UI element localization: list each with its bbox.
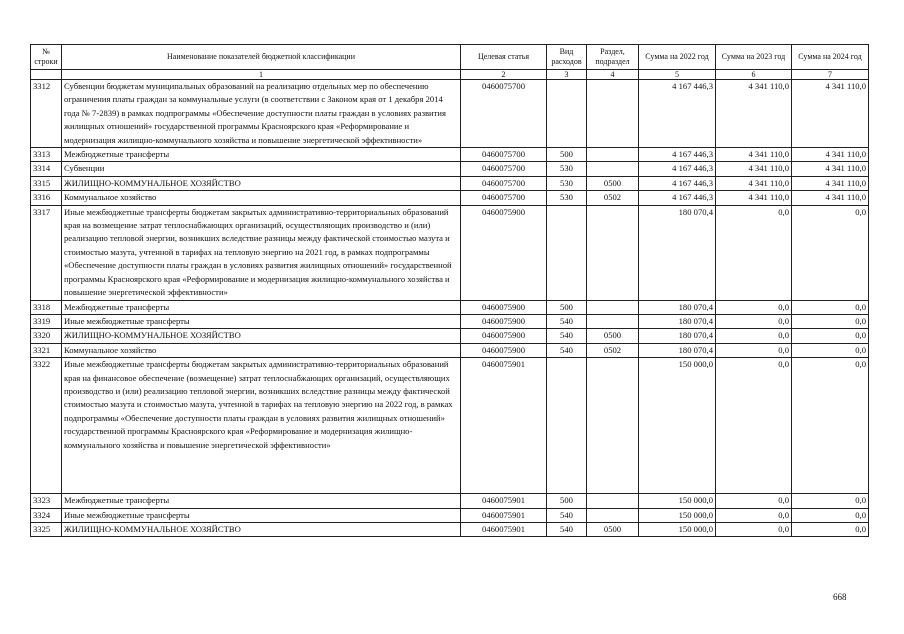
sum-2022-cell: 180 070,4: [639, 314, 716, 328]
table-header: [31, 45, 869, 80]
section-cell: 0500: [587, 522, 639, 536]
section-cell: [587, 80, 639, 148]
table-row: [31, 162, 869, 176]
expense-type-cell: 540: [547, 329, 587, 343]
table-row: [31, 300, 869, 314]
sum-2024-cell: 0,0: [792, 329, 869, 343]
indicator-name-cell: Субвенции бюджетам муниципальных образований на реализацию отдельных мер по обеспечению ограничения платы граждан за коммунальные услуги (в соответствии с Законом края от 1 декабря 2014 года № 7-2839) в рамках подпрограммы «Обеспечение доступности платы граждан в условиях развития жилищных отношений» государственной программы Красноярского края «Реформирование и модернизация жилищно-коммунального хозяйства и повышение энергетической эффективности»: [62, 80, 461, 148]
section-cell: 0502: [587, 343, 639, 357]
target-item-cell: 0460075700: [461, 148, 547, 162]
section-cell: [587, 148, 639, 162]
table-row: [31, 314, 869, 328]
expense-type-cell: 540: [547, 314, 587, 328]
indicator-name-cell: Межбюджетные трансферты: [62, 300, 461, 314]
sum-2024-cell: 0,0: [792, 300, 869, 314]
sum-2023-cell: 4 341 110,0: [716, 162, 792, 176]
section-cell: 0502: [587, 191, 639, 205]
indicator-name-cell: Коммунальное хозяйство: [62, 343, 461, 357]
table-body: [31, 80, 869, 537]
target-item-cell: 0460075700: [461, 191, 547, 205]
sum-2022-cell: 180 070,4: [639, 343, 716, 357]
row-number-cell: 3313: [31, 148, 62, 162]
expense-type-cell: [547, 205, 587, 300]
target-item-cell: 0460075700: [461, 80, 547, 148]
sum-2024-cell: 4 341 110,0: [792, 148, 869, 162]
indicator-name-cell: Межбюджетные трансферты: [62, 148, 461, 162]
column-number-cell: 5: [639, 70, 716, 80]
sum-2022-cell: 4 167 446,3: [639, 148, 716, 162]
section-cell: [587, 300, 639, 314]
sum-2022-cell: 180 070,4: [639, 300, 716, 314]
table-row: [31, 148, 869, 162]
section-cell: [587, 162, 639, 176]
sum-2023-cell: 0,0: [716, 494, 792, 508]
sum-2023-cell: 0,0: [716, 508, 792, 522]
row-number-cell: 3325: [31, 522, 62, 536]
column-number-cell: 7: [792, 70, 869, 80]
expense-type-cell: 500: [547, 300, 587, 314]
sum-2023-cell: 0,0: [716, 314, 792, 328]
sum-2023-cell: 0,0: [716, 300, 792, 314]
sum-2023-cell: 4 341 110,0: [716, 148, 792, 162]
indicator-name-cell: Иные межбюджетные трансферты бюджетам закрытых административно-территориальных образований края на финансовое обеспечение (возмещение) затрат теплоснабжающих организаций, осуществляющих производство и (или) реализацию тепловой энергии, возникших вследствие разницы между фактической стоимостью мазута и стоимостью мазута, учтенной в тарифах на тепловую энергию на 2022 год, в рамках подпрограммы «Обеспечение доступности платы граждан в условиях развития жилищных отношений» государственной программы Красноярского края «Реформирование и модернизация жилищно-коммунального хозяйства и повышение энергетической эффективности»: [62, 358, 461, 494]
sum-2022-cell: 150 000,0: [639, 358, 716, 494]
row-number-cell: 3314: [31, 162, 62, 176]
sum-2024-cell: 4 341 110,0: [792, 191, 869, 205]
target-item-cell: 0460075900: [461, 300, 547, 314]
table-row: [31, 494, 869, 508]
expense-type-cell: 530: [547, 176, 587, 190]
header-expense-type: Вид расходов: [547, 45, 587, 70]
column-number-cell: [31, 70, 62, 80]
header-target-item: Целевая статья: [461, 45, 547, 70]
target-item-cell: 0460075901: [461, 522, 547, 536]
column-number-cell: 6: [716, 70, 792, 80]
indicator-name-cell: Субвенции: [62, 162, 461, 176]
target-item-cell: 0460075900: [461, 205, 547, 300]
section-cell: [587, 494, 639, 508]
indicator-name-cell: ЖИЛИЩНО-КОММУНАЛЬНОЕ ХОЗЯЙСТВО: [62, 176, 461, 190]
expense-type-cell: 540: [547, 522, 587, 536]
column-number-cell: 4: [587, 70, 639, 80]
header-sum-2022: Сумма на 2022 год: [639, 45, 716, 70]
sum-2022-cell: 150 000,0: [639, 522, 716, 536]
sum-2023-cell: 0,0: [716, 343, 792, 357]
row-number-cell: 3322: [31, 358, 62, 494]
sum-2024-cell: 0,0: [792, 508, 869, 522]
page-number: 668: [833, 592, 847, 602]
sum-2023-cell: 4 341 110,0: [716, 80, 792, 148]
expense-type-cell: 540: [547, 508, 587, 522]
row-number-cell: 3320: [31, 329, 62, 343]
header-section: Раздел, подраздел: [587, 45, 639, 70]
section-cell: [587, 314, 639, 328]
indicator-name-cell: Иные межбюджетные трансферты: [62, 508, 461, 522]
target-item-cell: 0460075700: [461, 176, 547, 190]
sum-2023-cell: 0,0: [716, 205, 792, 300]
sum-2024-cell: 0,0: [792, 314, 869, 328]
sum-2024-cell: 4 341 110,0: [792, 80, 869, 148]
table-row: [31, 508, 869, 522]
target-item-cell: 0460075901: [461, 494, 547, 508]
target-item-cell: 0460075900: [461, 343, 547, 357]
indicator-name-cell: Иные межбюджетные трансферты: [62, 314, 461, 328]
sum-2022-cell: 4 167 446,3: [639, 162, 716, 176]
header-sum-2023: Сумма на 2023 год: [716, 45, 792, 70]
budget-table: [30, 44, 869, 537]
table-row: [31, 205, 869, 300]
row-number-cell: 3312: [31, 80, 62, 148]
indicator-name-cell: ЖИЛИЩНО-КОММУНАЛЬНОЕ ХОЗЯЙСТВО: [62, 329, 461, 343]
section-cell: 0500: [587, 329, 639, 343]
sum-2024-cell: 0,0: [792, 205, 869, 300]
table-row: [31, 191, 869, 205]
sum-2024-cell: 4 341 110,0: [792, 162, 869, 176]
sum-2024-cell: 0,0: [792, 494, 869, 508]
table-row: [31, 176, 869, 190]
column-number-cell: 2: [461, 70, 547, 80]
sum-2022-cell: 4 167 446,3: [639, 191, 716, 205]
table-row: [31, 343, 869, 357]
sum-2022-cell: 180 070,4: [639, 205, 716, 300]
expense-type-cell: 500: [547, 494, 587, 508]
sum-2023-cell: 4 341 110,0: [716, 176, 792, 190]
sum-2024-cell: 4 341 110,0: [792, 176, 869, 190]
section-cell: 0500: [587, 176, 639, 190]
row-number-cell: 3318: [31, 300, 62, 314]
expense-type-cell: 540: [547, 343, 587, 357]
target-item-cell: 0460075900: [461, 329, 547, 343]
sum-2022-cell: 180 070,4: [639, 329, 716, 343]
row-number-cell: 3323: [31, 494, 62, 508]
target-item-cell: 0460075700: [461, 162, 547, 176]
table-row: [31, 329, 869, 343]
section-cell: [587, 205, 639, 300]
row-number-cell: 3315: [31, 176, 62, 190]
target-item-cell: 0460075901: [461, 508, 547, 522]
sum-2022-cell: 4 167 446,3: [639, 176, 716, 190]
section-cell: [587, 358, 639, 494]
row-number-cell: 3317: [31, 205, 62, 300]
indicator-name-cell: Коммунальное хозяйство: [62, 191, 461, 205]
expense-type-cell: [547, 358, 587, 494]
table-row: [31, 80, 869, 148]
section-cell: [587, 508, 639, 522]
row-number-cell: 3324: [31, 508, 62, 522]
expense-type-cell: [547, 80, 587, 148]
target-item-cell: 0460075901: [461, 358, 547, 494]
header-indicator-name: Наименование показателей бюджетной классификации: [62, 45, 461, 70]
expense-type-cell: 500: [547, 148, 587, 162]
sum-2022-cell: 150 000,0: [639, 494, 716, 508]
sum-2024-cell: 0,0: [792, 522, 869, 536]
row-number-cell: 3316: [31, 191, 62, 205]
header-row-number: № строки: [31, 45, 62, 70]
indicator-name-cell: ЖИЛИЩНО-КОММУНАЛЬНОЕ ХОЗЯЙСТВО: [62, 522, 461, 536]
sum-2022-cell: 150 000,0: [639, 508, 716, 522]
expense-type-cell: 530: [547, 191, 587, 205]
row-number-cell: 3319: [31, 314, 62, 328]
column-number-cell: 1: [62, 70, 461, 80]
sum-2022-cell: 4 167 446,3: [639, 80, 716, 148]
sum-2024-cell: 0,0: [792, 358, 869, 494]
sum-2024-cell: 0,0: [792, 343, 869, 357]
target-item-cell: 0460075900: [461, 314, 547, 328]
table-row: [31, 522, 869, 536]
sum-2023-cell: 0,0: [716, 522, 792, 536]
sum-2023-cell: 4 341 110,0: [716, 191, 792, 205]
sum-2023-cell: 0,0: [716, 329, 792, 343]
indicator-name-cell: Иные межбюджетные трансферты бюджетам закрытых административно-территориальных образований края на возмещение затрат теплоснабжающих организаций, осуществляющих производство и (или) реализацию тепловой энергии, возникших вследствие разницы между фактической стоимостью мазута и стоимостью мазута, учтенной в тарифах на тепловую энергию на 2021 год, в рамках подпрограммы «Обеспечение доступности платы граждан в условиях развития жилищных отношений» государственной программы Красноярского края «Реформирование и модернизация жилищно-коммунального хозяйства и повышение энергетической эффективности»: [62, 205, 461, 300]
sum-2023-cell: 0,0: [716, 358, 792, 494]
expense-type-cell: 530: [547, 162, 587, 176]
row-number-cell: 3321: [31, 343, 62, 357]
table-row: [31, 358, 869, 494]
column-number-cell: 3: [547, 70, 587, 80]
header-sum-2024: Сумма на 2024 год: [792, 45, 869, 70]
indicator-name-cell: Межбюджетные трансферты: [62, 494, 461, 508]
